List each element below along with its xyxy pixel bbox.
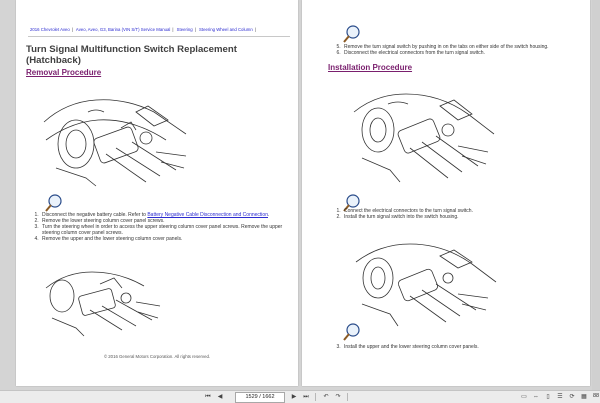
breadcrumb: 2016 Chevrolet Aveo | Aveo, Aveo, G3, Barina (VIN S/T) Service Manual | Steering | Steering Wheel and Column | [30, 27, 256, 32]
removal-steps-list [30, 212, 292, 242]
rotate-icon[interactable]: ⟳ [569, 394, 575, 400]
grid-icon[interactable]: ▦ [581, 394, 587, 400]
copyright-text: © 2016 General Motors Corporation. All rights reserved. [103, 354, 211, 359]
list-item: 1. Connect the electrical connectors to the turn signal switch. [342, 208, 586, 214]
fit-width-icon[interactable]: ⇔ [533, 394, 539, 400]
divider [28, 36, 290, 37]
page-right [302, 0, 590, 386]
list-item: 5. Remove the turn signal switch by pushing in on the tabs on either side of the switch housing. [342, 44, 586, 50]
back-icon[interactable]: ↶ [323, 394, 329, 400]
switch-installation-figure [350, 236, 500, 332]
last-page-icon[interactable]: ⏭ [303, 394, 309, 400]
column-cover-figure [40, 262, 170, 340]
list-item: 2. Install the turn signal switch into the switch housing. [342, 214, 586, 220]
breadcrumb-item[interactable]: Steering Wheel and Column [199, 27, 253, 32]
page-title: Turn Signal Multifunction Switch Replacement (Hatchback) [26, 44, 237, 66]
forward-icon[interactable]: ↷ [335, 394, 341, 400]
removal-steps-continued [332, 44, 586, 56]
installation-steps-continued [332, 344, 586, 350]
page-left [16, 0, 298, 386]
breadcrumb-item[interactable]: Aveo, Aveo, G3, Barina (VIN S/T) Service Manual [75, 27, 171, 32]
list-item: 1. Disconnect the negative battery cable. Refer to Battery Negative Cable Disconnection and Connection. [40, 212, 292, 218]
steering-column-figure [36, 82, 196, 192]
list-item: 6. Disconnect the electrical connectors from the turn signal switch. [342, 50, 586, 56]
removal-heading: Removal Procedure [26, 68, 102, 77]
vertical-scrollbar[interactable] [592, 0, 600, 390]
list-item: 3. Install the upper and the lower steering column cover panels. [342, 344, 586, 350]
zoom-level[interactable]: 88 [593, 393, 600, 399]
breadcrumb-item[interactable]: 2016 Chevrolet Aveo [30, 27, 70, 32]
list-item: 4. Remove the upper and the lower steering column cover panels. [40, 236, 292, 242]
pdf-toolbar [0, 390, 600, 403]
prev-page-icon[interactable]: ◀ [217, 394, 223, 400]
continuous-icon[interactable]: ☰ [557, 394, 563, 400]
magnifier-icon[interactable] [44, 193, 64, 213]
installation-heading: Installation Procedure [328, 63, 413, 72]
battery-cable-link[interactable]: Battery Negative Cable Disconnection and Connection [147, 212, 268, 218]
breadcrumb-item[interactable]: Steering [176, 27, 193, 32]
first-page-icon[interactable]: ⏮ [205, 394, 211, 400]
list-item: 2. Remove the lower steering column cover panel screws. [40, 218, 292, 224]
list-item: 3. Turn the steering wheel in order to access the upper steering column cover panel screws. Remove the upper steering column cover panel screws. [40, 224, 292, 236]
next-page-icon[interactable]: ▶ [291, 394, 297, 400]
two-page-icon[interactable]: ▯ [546, 394, 550, 400]
divider [315, 393, 316, 401]
installation-steps-list [332, 208, 586, 220]
divider [347, 393, 348, 401]
page-number-field[interactable] [235, 392, 285, 403]
fit-page-icon[interactable]: ▭ [521, 394, 527, 400]
switch-removal-figure [348, 82, 498, 190]
magnifier-icon[interactable] [342, 322, 362, 342]
magnifier-icon[interactable] [342, 24, 362, 44]
